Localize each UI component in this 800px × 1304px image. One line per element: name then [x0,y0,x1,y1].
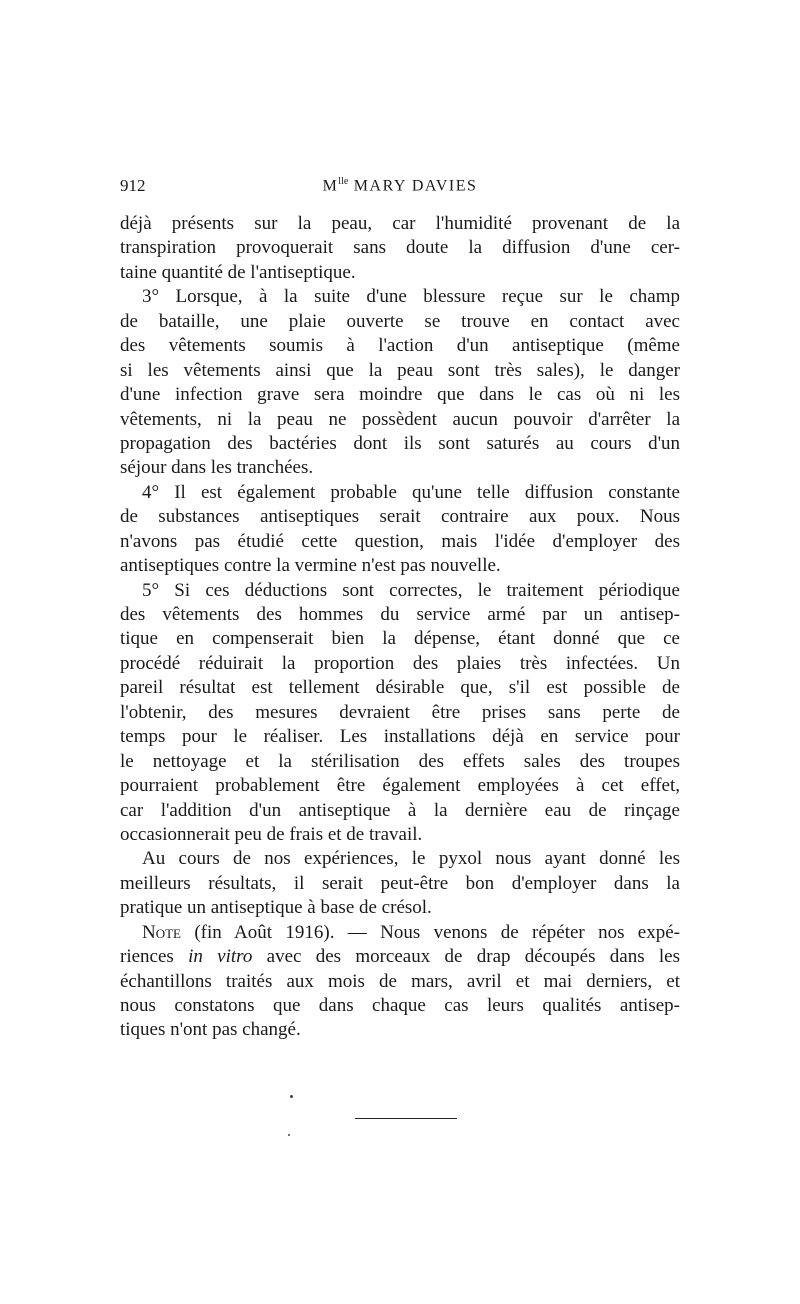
italic-term: in vitro [188,946,253,968]
text-line: l'obtenir, des mesures devraient être prises sans perte de [120,701,680,723]
closing-rule [355,1118,457,1119]
text-line: d'une infection grave sera moindre que dans le cas où ni les [120,384,680,406]
text-line: déjà présents sur la peau, car l'humidité provenant de la [120,213,680,234]
text-line: occasionnerait peu de frais et de travail. [120,823,423,845]
text-line: pratique un antiseptique à base de crésol. [120,897,432,919]
note-line: Note (fin Août 1916). — Nous venons de répéter nos expé- [142,921,680,943]
text-line: procédé réduirait la proportion des plaies très infectées. Un [120,652,680,674]
note-line: nous constatons que dans chaque cas leurs qualités antisep- [120,995,680,1016]
body-text [120,212,680,1043]
text-line: 3° Lorsque, à la suite d'une blessure reçue sur le champ [142,286,680,308]
text-line: transpiration provoquerait sans doute la diffusion d'une cer- [120,237,680,259]
note-line: échantillons traités aux mois de mars, avril et mai derniers, et [120,970,680,992]
text-line: car l'addition d'un antiseptique à la dernière eau de rinçage [120,799,680,821]
text-line: taine quantité de l'antiseptique. [120,261,356,283]
text-line: 5° Si ces déductions sont correctes, le traitement périodique [142,579,680,601]
page-header [120,176,680,200]
text-line: vêtements, ni la peau ne possèdent aucun pouvoir d'arrêter la [120,408,680,430]
text-line: de bataille, une plaie ouverte se trouve en contact avec [120,310,680,332]
text-line: séjour dans les tranchées. [120,457,314,479]
title-name: MARY DAVIES [353,177,478,195]
text-line: n'avons pas étudié cette question, mais l'idée d'employer des [120,530,680,552]
note-label: Note [142,921,181,943]
text-line: des vêtements soumis à l'action d'un antiseptique (même [120,335,680,357]
title-superscript: lle [338,176,349,187]
text-line: temps pour le réaliser. Les installations déjà en service pour [120,726,680,748]
note-line: riences in vitro avec des morceaux de drap découpés dans les [120,946,680,968]
text-line: 4° Il est également probable qu'une telle diffusion constante [142,481,680,503]
text-line: des vêtements des hommes du service armé par un antisep- [120,604,680,625]
page-number: 912 [120,176,146,195]
title-prefix: M [322,177,339,195]
ink-dot [288,1134,290,1136]
text-line: pourraient probablement être également employées à cet effet, [120,775,680,797]
text-line: propagation des bactéries dont ils sont saturés au cours d'un [120,432,680,454]
text-line: pareil résultat est tellement désirable que, s'il est possible de [120,677,680,699]
text-line: Au cours de nos expériences, le pyxol nous ayant donné les [142,848,680,870]
text-line: de substances antiseptiques serait contraire aux poux. Nous [120,506,680,528]
running-title [120,176,680,195]
text-line: si les vêtements ainsi que la peau sont très sales), le danger [120,359,680,381]
ink-dot [290,1095,293,1098]
text-line: meilleurs résultats, il serait peut-être bon d'employer dans la [120,872,680,894]
text-line: antiseptiques contre la vermine n'est pas nouvelle. [120,555,501,577]
text-line: tique en compenserait bien la dépense, étant donné que ce [120,628,680,650]
note-line: tiques n'ont pas changé. [120,1019,301,1041]
text-line: le nettoyage et la stérilisation des effets sales des troupes [120,750,680,772]
